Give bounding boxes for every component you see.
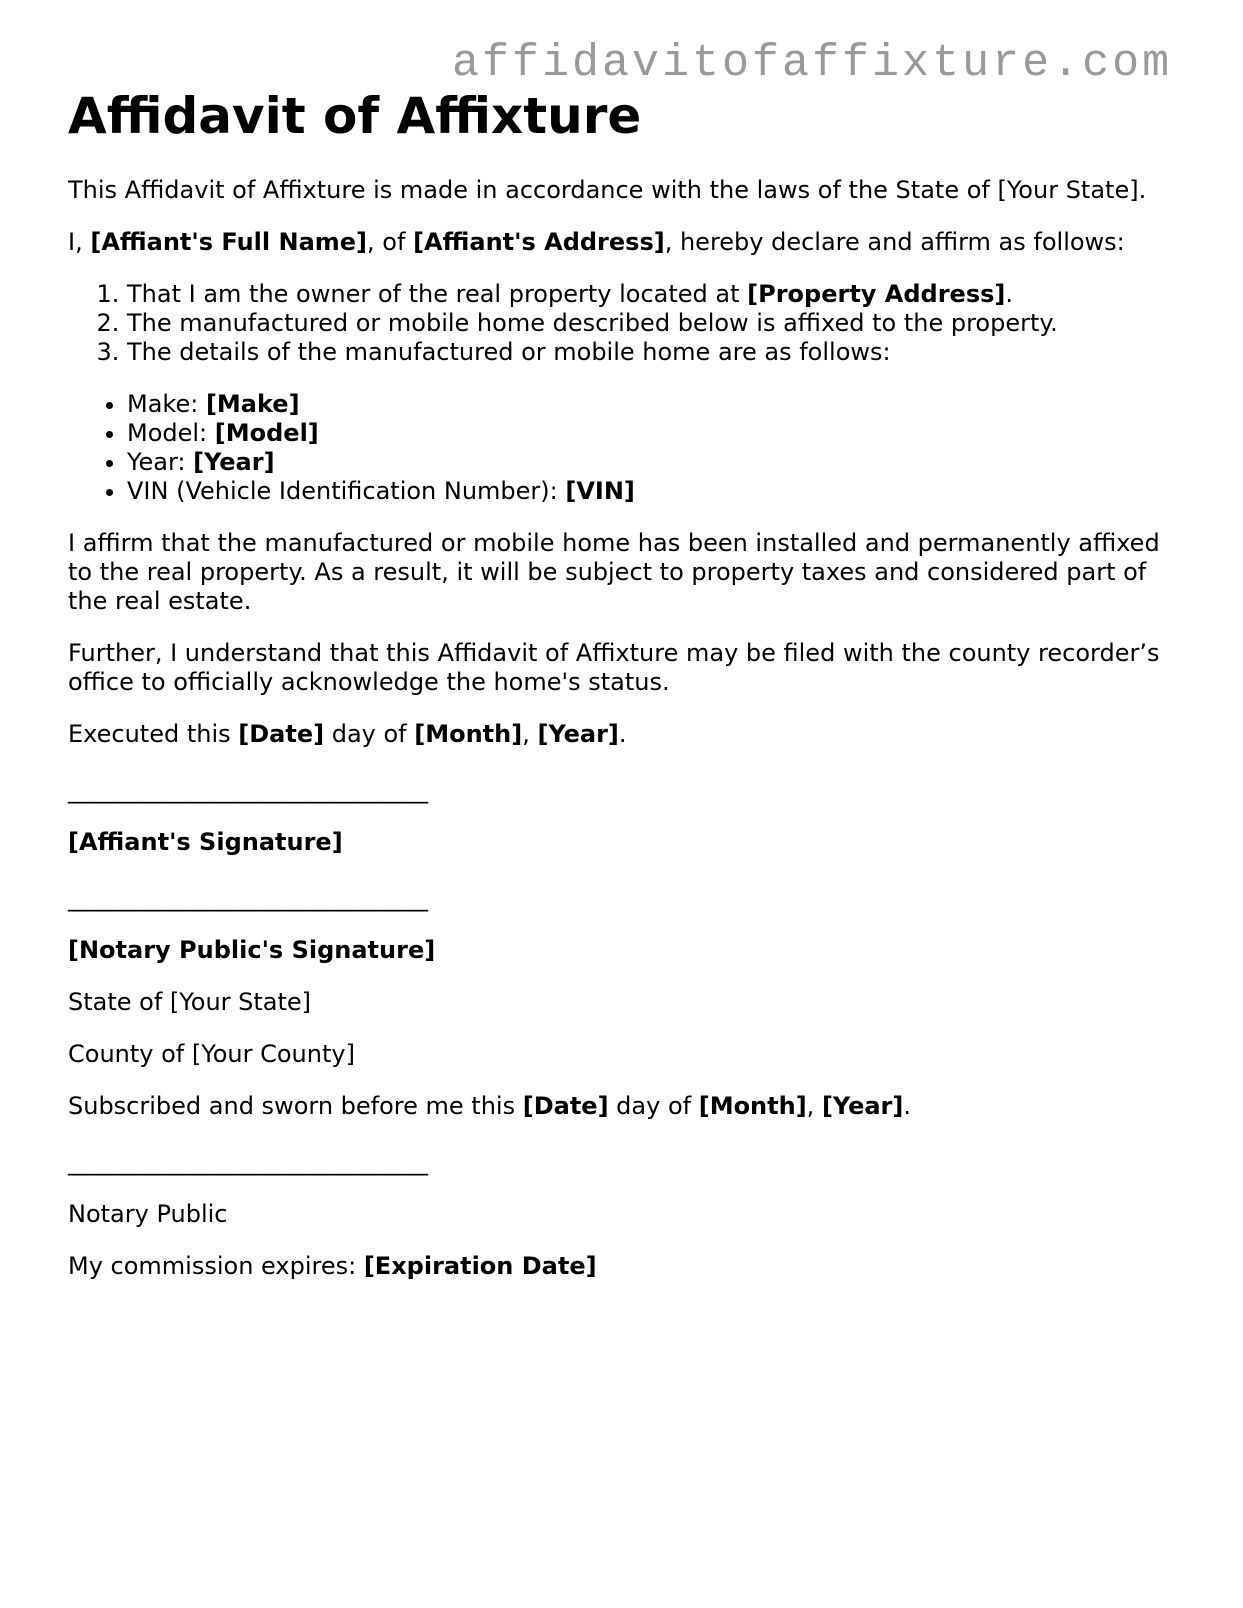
county-of-line: County of [Your County] [68, 1040, 355, 1068]
list-item: 3. The details of the manufactured or mobile home are as follows: [127, 338, 1188, 367]
detail-label: VIN (Vehicle Identification Number): [127, 477, 566, 505]
affirmation-paragraph: I affirm that the manufactured or mobile home has been installed and permanently affixed to the real property. As a result, it will be subject to property taxes and considered part of the real estate. [68, 529, 1160, 615]
sworn-prefix: Subscribed and sworn before me this [68, 1092, 523, 1120]
item1-prefix: That I am the owner of the real property located at [127, 280, 748, 308]
document-body [68, 176, 1188, 1304]
detail-item-year [127, 448, 1188, 477]
detail-value: [Make] [205, 390, 300, 418]
executed-month-field: [Month] [414, 720, 523, 748]
sworn-mid1: day of [608, 1092, 699, 1120]
numbered-list [68, 280, 1188, 367]
sworn-year-field: [Year] [821, 1092, 904, 1120]
list-item: 2. The manufactured or mobile home described below is affixed to the property. [127, 309, 1188, 338]
notary-public-label: Notary Public [68, 1200, 228, 1228]
notary-signature-line: ______________________________ [68, 884, 428, 912]
sworn-mid2: , [806, 1092, 822, 1120]
detail-value: [Year] [193, 448, 275, 476]
executed-date-field: [Date] [238, 720, 325, 748]
further-paragraph: Further, I understand that this Affidavit of Affixture may be filed with the county recorder’s office to officially acknowledge the home's status. [68, 639, 1160, 696]
executed-paragraph [68, 720, 1188, 749]
expiration-date-field: [Expiration Date] [363, 1252, 597, 1280]
detail-label: Year: [127, 448, 194, 476]
affiant-name-field: [Affiant's Full Name] [90, 228, 368, 256]
state-of-line: State of [Your State] [68, 988, 312, 1016]
declaration-paragraph [68, 228, 1188, 257]
executed-mid1: day of [324, 720, 415, 748]
page-title: Affidavit of Affixture [68, 87, 642, 145]
detail-item-vin [127, 477, 1188, 506]
declaration-prefix: I, [68, 228, 91, 256]
executed-prefix: Executed this [68, 720, 239, 748]
sworn-suffix: . [903, 1092, 911, 1120]
detail-label: Model: [127, 419, 215, 447]
commission-paragraph [68, 1252, 1188, 1281]
declaration-middle: , of [367, 228, 414, 256]
affiant-signature-label: [Affiant's Signature] [68, 828, 343, 856]
notary-signature-label: [Notary Public's Signature] [68, 936, 436, 964]
detail-item-model [127, 419, 1188, 448]
details-list [68, 390, 1188, 506]
notary-public-signature-line: ______________________________ [68, 1148, 428, 1176]
watermark-text: affidavitofaffixture.com [452, 38, 1173, 89]
sworn-paragraph [68, 1092, 1188, 1121]
detail-label: Make: [127, 390, 206, 418]
executed-year-field: [Year] [537, 720, 619, 748]
declaration-suffix: , hereby declare and affirm as follows: [664, 228, 1125, 256]
sworn-month-field: [Month] [698, 1092, 807, 1120]
detail-item-make [127, 390, 1188, 419]
commission-prefix: My commission expires: [68, 1252, 364, 1280]
detail-value: [VIN] [565, 477, 635, 505]
executed-suffix: . [618, 720, 627, 748]
property-address-field: [Property Address] [747, 280, 1006, 308]
executed-mid2: , [522, 720, 538, 748]
item1-suffix: . [1005, 280, 1014, 308]
affiant-signature-line: ______________________________ [68, 776, 428, 804]
list-item [127, 280, 1188, 309]
affiant-address-field: [Affiant's Address] [413, 228, 665, 256]
intro-paragraph: This Affidavit of Affixture is made in accordance with the laws of the State of [Your State]. [68, 176, 1147, 204]
detail-value: [Model] [214, 419, 319, 447]
sworn-date-field: [Date] [522, 1092, 609, 1120]
